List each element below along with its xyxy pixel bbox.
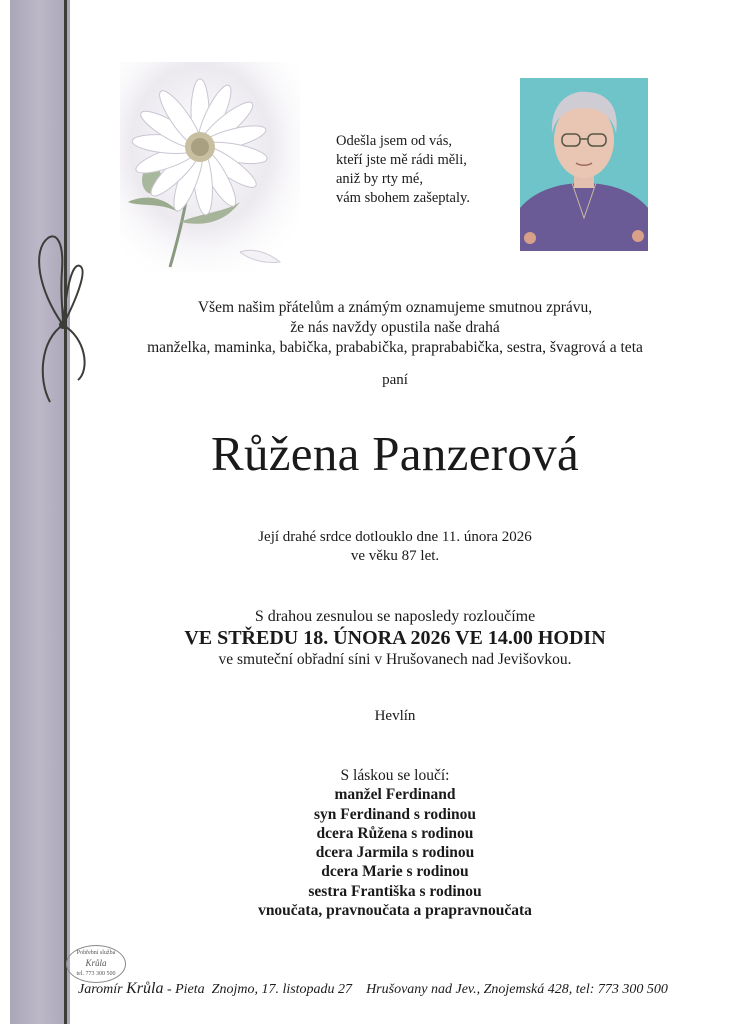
mourner-item: manžel Ferdinand xyxy=(334,786,456,804)
poem-line: vám sbohem zašeptaly. xyxy=(336,190,470,206)
mourner-item: syn Ferdinand s rodinou xyxy=(313,805,477,823)
footer-phone-label: tel: xyxy=(575,982,595,997)
age-line: ve věku 87 let. xyxy=(350,548,440,564)
death-date-line: Její drahé srdce dotlouklo dne 11. února 2026 xyxy=(258,529,532,545)
mourner-item: dcera Jarmila s rodinou xyxy=(315,844,475,862)
funeral-date-time: VE STŘEDU 18. ÚNORA 2026 VE 14.00 HODIN xyxy=(184,627,606,649)
poem-line: Odešla jsem od vás, xyxy=(336,133,452,149)
footer-suffix: - Pieta xyxy=(166,982,205,997)
title-word: paní xyxy=(382,372,408,388)
death-info xyxy=(100,528,690,566)
intro-line: manželka, maminka, babička, prababička, praprababička, sestra, švagrová a teta xyxy=(147,339,643,356)
footer-phone: 773 300 500 xyxy=(597,982,668,997)
poem-line: kteří jste mě rádi měli, xyxy=(336,152,467,168)
stamp-brand: Krůla xyxy=(85,958,107,968)
footer-brand: Krůla xyxy=(126,980,164,997)
village-name: Hevlín xyxy=(374,708,416,724)
decorative-side-band xyxy=(10,0,70,1024)
mourners-heading: S láskou se loučí: xyxy=(340,767,450,784)
funeral-location: ve smuteční obřadní síni v Hrušovanech nad Jevišovkou. xyxy=(218,651,572,668)
portrait-photo xyxy=(520,78,648,251)
announcement-intro xyxy=(100,298,690,358)
footer-name: Jaromír xyxy=(78,982,123,997)
mourner-item: dcera Marie s rodinou xyxy=(321,863,469,881)
intro-line: Všem našim přátelům a známým oznamujeme smutnou zprávu, xyxy=(197,299,593,316)
poem xyxy=(336,132,470,208)
stamp-phone: tel. 773 300 500 xyxy=(76,971,116,977)
mourner-item: sestra Františka s rodinou xyxy=(308,882,482,900)
mourner-item: vnoučata, pravnoučata a prapravnoučata xyxy=(258,902,532,920)
footer-office-znojmo: Znojmo, 17. listopadu 27 xyxy=(211,982,353,997)
mourners-list xyxy=(100,766,690,920)
footer-contact xyxy=(78,980,708,998)
funeral-intro: S drahou zesnulou se naposledy rozloučíme xyxy=(254,608,536,625)
ribbon-bow-icon xyxy=(28,230,98,410)
decorative-vertical-line xyxy=(64,0,67,1024)
deceased-name: Růžena Panzerová xyxy=(210,426,580,481)
funeral-service-stamp xyxy=(66,945,126,983)
footer-office-hrusovany: Hrušovany nad Jev., Znojemská 428, xyxy=(366,982,573,997)
poem-line: aniž by rty mé, xyxy=(336,171,423,187)
daisy-flower-image xyxy=(120,62,300,272)
mourner-item: dcera Růžena s rodinou xyxy=(316,824,474,842)
intro-line: že nás navždy opustila naše drahá xyxy=(290,319,500,336)
stamp-line: Pohřební služba xyxy=(76,950,116,956)
